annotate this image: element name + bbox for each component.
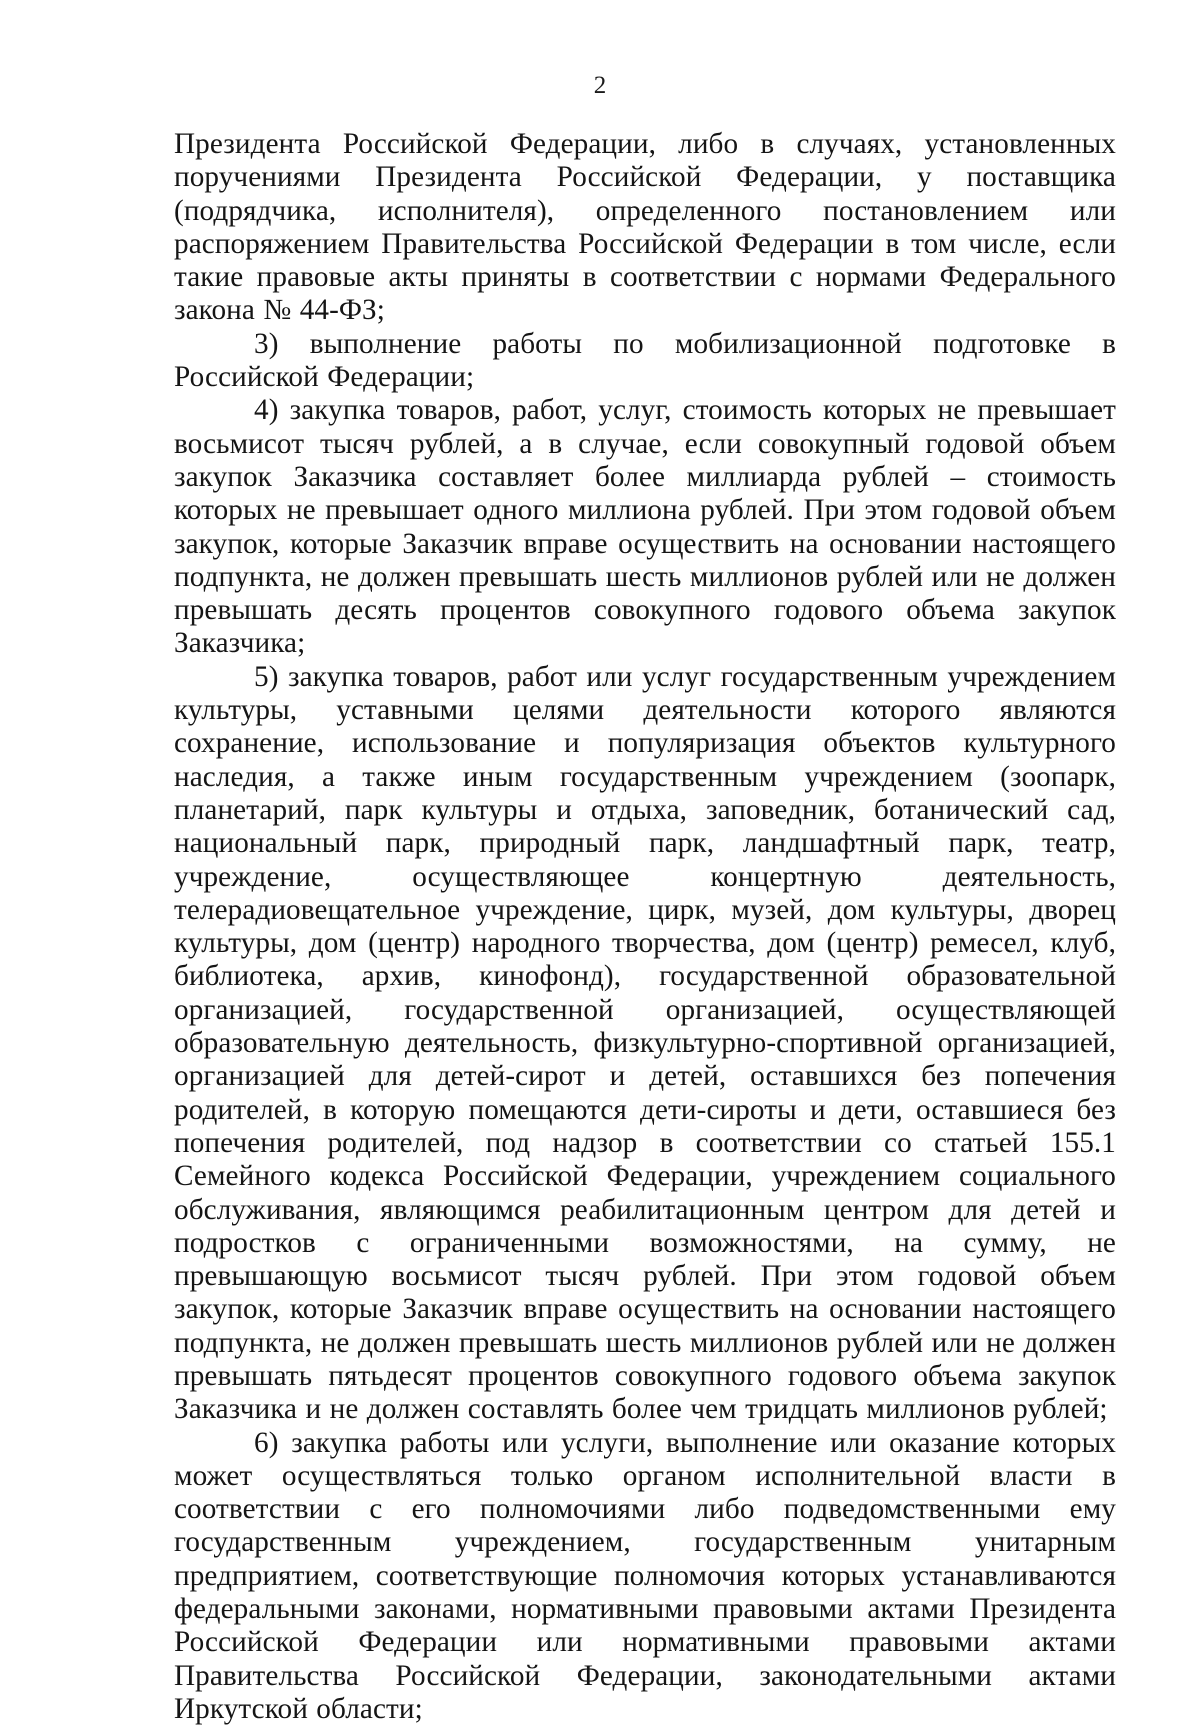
paragraph-continuation: Президента Российской Федерации, либо в случаях, установленных поручениями Президента Российской Федерации, у поставщика (подрядчика, исполнителя), определенного постановлением или распоряжением Правительства Российской Федерации в том числе, если такие правовые акты приняты в соответствии с нормами Федерального закона № 44-ФЗ; bbox=[174, 128, 1116, 327]
paragraph-item-3: 3) выполнение работы по мобилизационной подготовке в Российской Федерации; bbox=[174, 327, 1116, 394]
paragraph-item-6: 6) закупка работы или услуги, выполнение или оказание которых может осуществляться только органом исполнительной власти в соответствии с его полномочиями либо подведомственными ему государственным учреждением, государственным унитарным предприятием, соответствующие полномочия которых устанавливаются федеральными законами, нормативными правовыми актами Президента Российской Федерации или нормативными правовыми актами Правительства Российской Федерации, законодательными актами Иркутской области; bbox=[174, 1426, 1116, 1725]
page-number: 2 bbox=[593, 72, 607, 99]
document-body bbox=[174, 128, 1116, 1726]
paragraph-item-5: 5) закупка товаров, работ или услуг государственным учреждением культуры, уставными целями деятельности которого являются сохранение, использование и популяризация объектов культурного наследия, а также иным государственным учреждением (зоопарк, планетарий, парк культуры и отдыха, заповедник, ботанический сад, национальный парк, природный парк, ландшафтный парк, театр, учреждение, осуществляющее концертную деятельность, телерадиовещательное учреждение, цирк, музей, дом культуры, дворец культуры, дом (центр) народного творчества, дом (центр) ремесел, клуб, библиотека, архив, кинофонд), государственной образовательной организацией, государственной организацией, осуществляющей образовательную деятельность, физкультурно-спортивной организацией, организацией для детей-сирот и детей, оставшихся без попечения родителей, в которую помещаются дети-сироты и дети, оставшиеся без попечения родителей, под надзор в соответствии со статьей 155.1 Семейного кодекса Российской Федерации, учреждением социального обслуживания, являющимся реабилитационным центром для детей и подростков с ограниченными возможностями, на сумму, не превышающую восьмисот тысяч рублей. При этом годовой объем закупок, которые Заказчик вправе осуществить на основании настоящего подпункта, не должен превышать шесть миллионов рублей или не должен превышать пятьдесят процентов совокупного годового объема закупок Заказчика и не должен составлять более чем тридцать миллионов рублей; bbox=[174, 660, 1116, 1426]
paragraph-item-4: 4) закупка товаров, работ, услуг, стоимость которых не превышает восьмисот тысяч рублей, а в случае, если совокупный годовой объем закупок Заказчика составляет более миллиарда рублей – стоимость которых не превышает одного миллиона рублей. При этом годовой объем закупок, которые Заказчик вправе осуществить на основании настоящего подпункта, не должен превышать шесть миллионов рублей или не должен превышать десять процентов совокупного годового объема закупок Заказчика; bbox=[174, 394, 1116, 660]
